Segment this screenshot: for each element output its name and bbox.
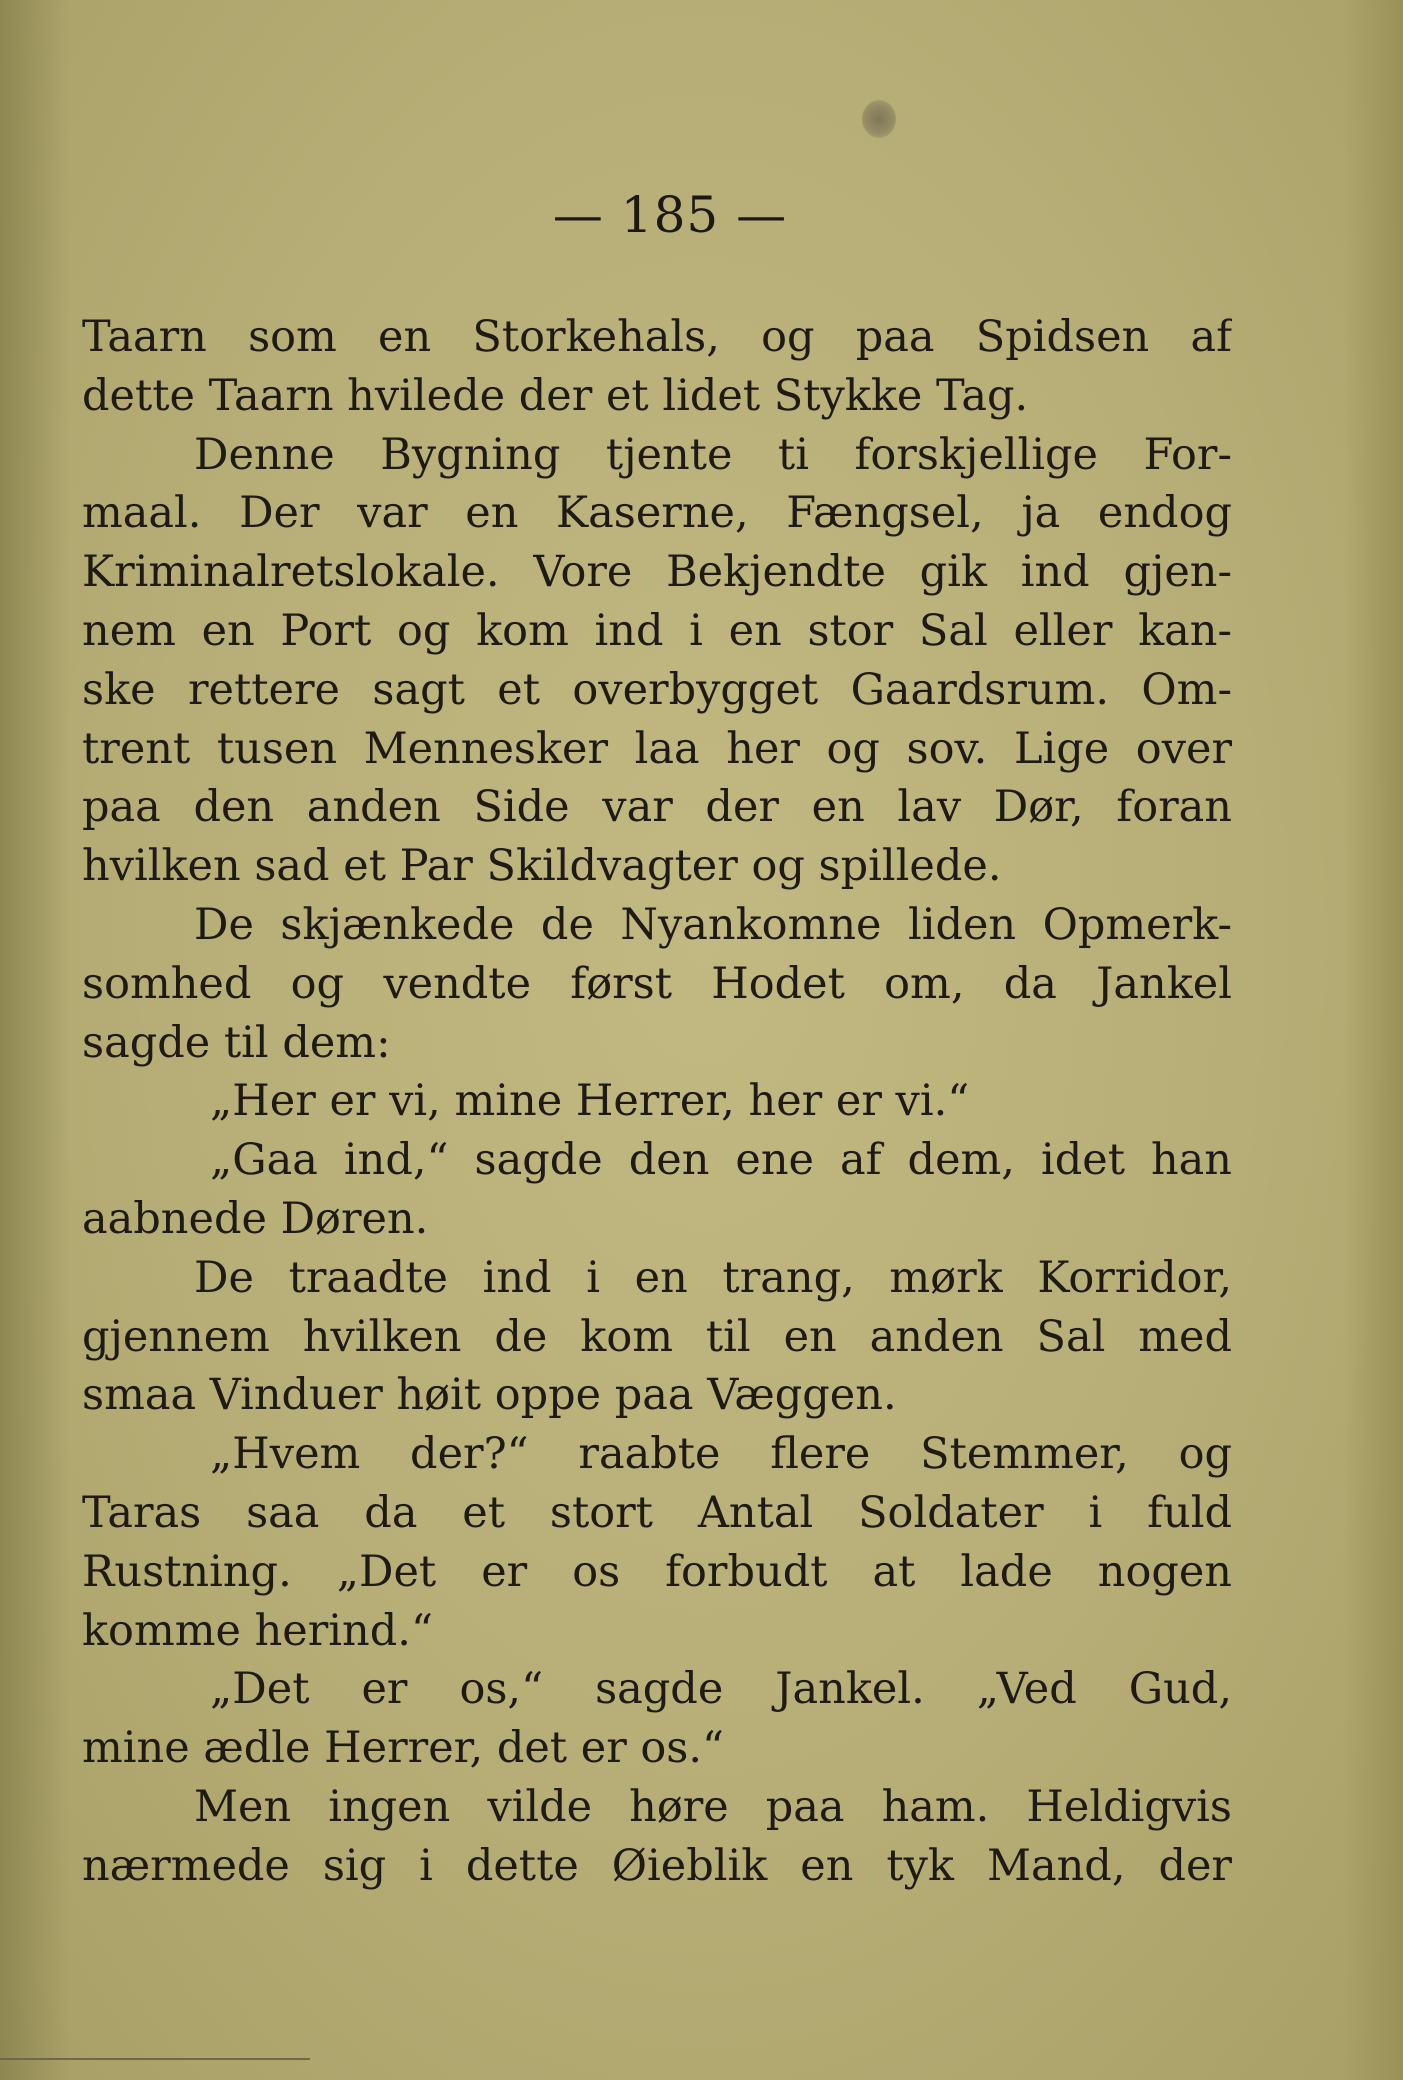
body-text — [82, 308, 1232, 1896]
text-line: aabnede Døren. — [82, 1193, 429, 1244]
text-line: Taarn som en Storkehals, og paa Spidsen af — [82, 312, 1232, 362]
text-line: mine ædle Herrer, det er os.“ — [82, 1723, 725, 1774]
text-line: De traadte ind i en trang, mørk Korridor, — [194, 1252, 1232, 1303]
page-shadow-right — [1343, 0, 1403, 2080]
text-line: paa den anden Side var der en lav Dør, foran — [82, 782, 1232, 833]
text-line: De skjænkede de Nyankomne liden Opmerk- — [194, 899, 1232, 950]
text-line: smaa Vinduer høit oppe paa Væggen. — [82, 1370, 897, 1421]
text-line: nem en Port og kom ind i en stor Sal eller kan- — [82, 605, 1232, 656]
text-line: „Det er os,“ sagde Jankel. „Ved Gud, — [210, 1664, 1232, 1715]
page-shadow-left — [0, 0, 70, 2080]
text-line: trent tusen Mennesker laa her og sov. Lige over — [82, 723, 1232, 774]
text-line: nærmede sig i dette Øieblik en tyk Mand, der — [82, 1840, 1232, 1891]
page-number: — 185 — — [552, 186, 788, 244]
text-line: Men ingen vilde høre paa ham. Heldigvis — [194, 1781, 1232, 1832]
text-line: „Gaa ind,“ sagde den ene af dem, idet han — [210, 1135, 1232, 1186]
text-line: somhed og vendte først Hodet om, da Jankel — [82, 958, 1232, 1009]
bottom-rule — [0, 2058, 310, 2060]
text-line: hvilken sad et Par Skildvagter og spillede. — [82, 841, 1002, 892]
text-line: Kriminalretslokale. Vore Bekjendte gik ind gjen- — [82, 547, 1232, 598]
text-line: Rustning. „Det er os forbudt at lade nogen — [82, 1546, 1232, 1597]
paper-stain — [862, 100, 896, 138]
text-line: Denne Bygning tjente ti forskjellige For- — [194, 429, 1232, 480]
text-line: gjennem hvilken de kom til en anden Sal med — [82, 1311, 1232, 1362]
text-line: maal. Der var en Kaserne, Fængsel, ja endog — [82, 488, 1232, 539]
text-line: dette Taarn hvilede der et lidet Stykke Tag. — [82, 370, 1029, 421]
text-line: „Her er vi, mine Herrer, her er vi.“ — [210, 1076, 970, 1127]
text-line: Taras saa da et stort Antal Soldater i fuld — [82, 1487, 1232, 1538]
text-line: sagde til dem: — [82, 1017, 391, 1068]
text-line: ske rettere sagt et overbygget Gaardsrum. Om- — [82, 664, 1232, 715]
text-line: „Hvem der?“ raabte flere Stemmer, og — [210, 1429, 1232, 1480]
text-line: komme herind.“ — [82, 1605, 433, 1656]
